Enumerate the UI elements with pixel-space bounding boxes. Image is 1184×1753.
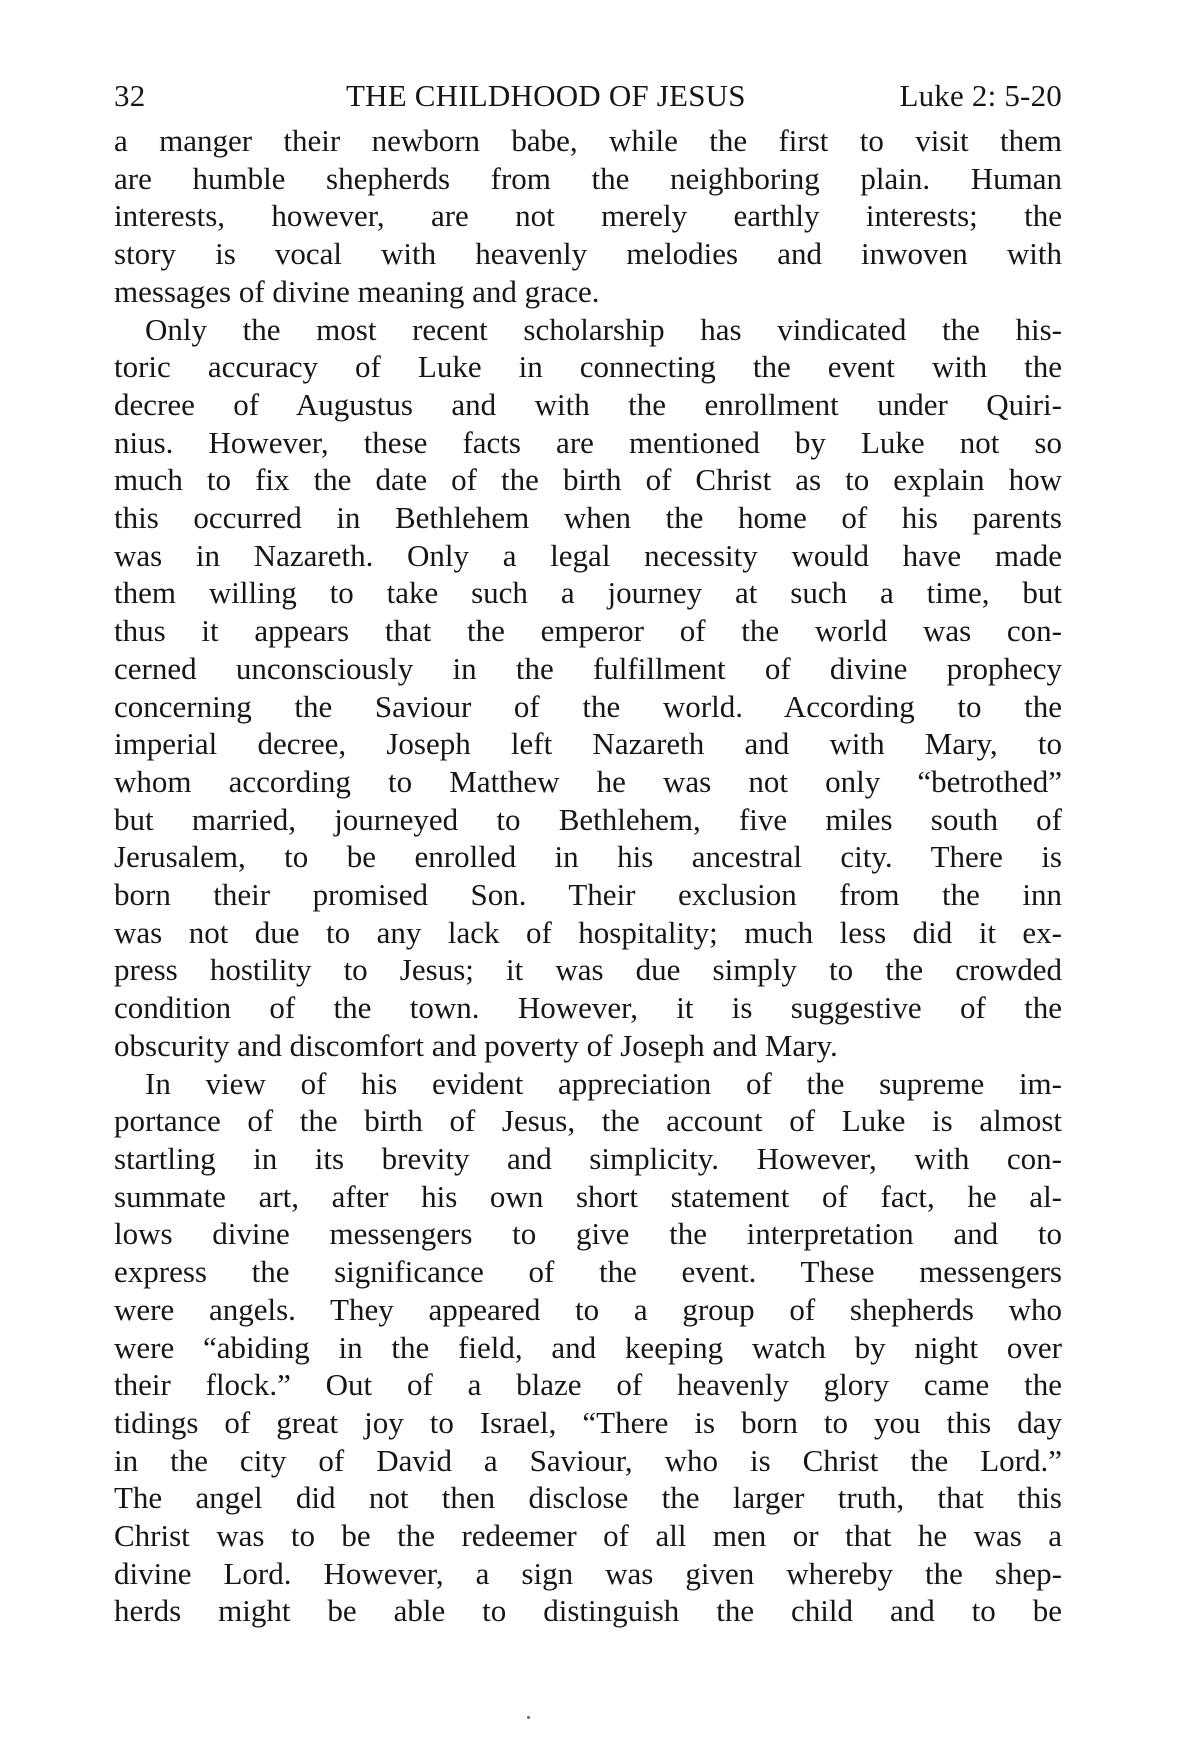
text-line: herds might be able to distinguish the child and to be (114, 1593, 1062, 1629)
text-line: a manger their newborn babe, while the first to visit them (114, 123, 1062, 158)
text-line: was in Nazareth. Only a legal necessity would have made (114, 537, 1062, 573)
text-line: toric accuracy of Luke in connecting the event with the (114, 349, 1062, 385)
running-head (114, 76, 1062, 116)
text-line: whom according to Matthew he was not only “betrothed” (114, 763, 1062, 799)
text-line: The angel did not then disclose the larger truth, that this (114, 1480, 1062, 1516)
text-line: imperial decree, Joseph left Nazareth and with Mary, to (114, 726, 1062, 762)
text-line: cerned unconsciously in the fulfillment of divine prophecy (114, 650, 1062, 686)
text-line: summate art, after his own short statement of fact, he al- (114, 1178, 1062, 1214)
text-line: Christ was to be the redeemer of all men or that he was a (114, 1518, 1062, 1554)
text-line: were “abiding in the field, and keeping watch by night over (114, 1329, 1062, 1365)
text-line: nius. However, these facts are mentioned by Luke not so (114, 424, 1062, 460)
text-line: their flock.” Out of a blaze of heavenly glory came the (114, 1367, 1062, 1403)
text-line: divine Lord. However, a sign was given whereby the shep- (114, 1555, 1062, 1591)
text-line: express the significance of the event. These messengers (114, 1254, 1062, 1290)
print-speck (527, 1716, 530, 1719)
text-line: were angels. They appeared to a group of shepherds who (114, 1291, 1062, 1327)
text-line: Jerusalem, to be enrolled in his ancestral city. There is (114, 839, 1062, 875)
chapter-title: THE CHILDHOOD OF JESUS (346, 78, 746, 113)
text-line: In view of his evident appreciation of the supreme im- (145, 1065, 1062, 1101)
text-line: was not due to any lack of hospitality; much less did it ex- (114, 914, 1062, 950)
text-line: thus it appears that the emperor of the world was con- (114, 613, 1062, 649)
text-line: in the city of David a Saviour, who is Christ the Lord.” (114, 1442, 1062, 1478)
text-line: interests, however, are not merely earthly interests; the (114, 198, 1062, 234)
text-line: Only the most recent scholarship has vindicated the his- (145, 311, 1062, 347)
scripture-reference: Luke 2: 5-20 (899, 78, 1062, 113)
text-line: are humble shepherds from the neighboring plain. Human (114, 160, 1062, 196)
text-line: story is vocal with heavenly melodies and inwoven with (114, 236, 1062, 272)
text-line: portance of the birth of Jesus, the account of Luke is almost (114, 1103, 1062, 1139)
text-line: them willing to take such a journey at such a time, but (114, 575, 1062, 611)
text-line: startling in its brevity and simplicity. However, with con- (114, 1140, 1062, 1176)
text-line: this occurred in Bethlehem when the home of his parents (114, 500, 1062, 536)
text-line: press hostility to Jesus; it was due simply to the crowded (114, 952, 1062, 988)
paragraph (114, 311, 1062, 1065)
text-line: messages of divine meaning and grace. (114, 273, 600, 309)
paragraph (114, 1065, 1062, 1631)
text-line: condition of the town. However, it is suggestive of the (114, 990, 1062, 1026)
page-number: 32 (114, 78, 146, 113)
paragraph (114, 122, 1062, 311)
book-page (114, 76, 1062, 1630)
text-line: concerning the Saviour of the world. According to the (114, 688, 1062, 724)
body-text (114, 122, 1062, 1630)
text-line: much to fix the date of the birth of Christ as to explain how (114, 462, 1062, 498)
text-line: tidings of great joy to Israel, “There is born to you this day (114, 1404, 1062, 1440)
text-line: obscurity and discomfort and poverty of Joseph and Mary. (114, 1027, 838, 1063)
text-line: lows divine messengers to give the interpretation and to (114, 1216, 1062, 1252)
text-line: decree of Augustus and with the enrollment under Quiri- (114, 386, 1062, 422)
text-line: but married, journeyed to Bethlehem, five miles south of (114, 801, 1062, 837)
text-line: born their promised Son. Their exclusion from the inn (114, 877, 1062, 913)
